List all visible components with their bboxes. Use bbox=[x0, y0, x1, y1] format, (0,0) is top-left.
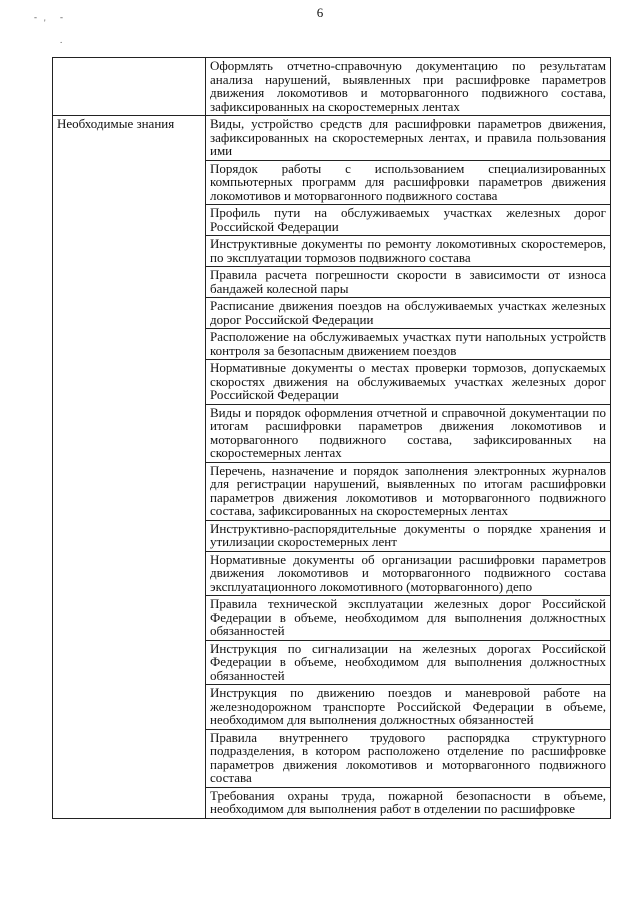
knowledge-cell: Инструкция по сигнализации на железных дорогах Российской Федерации в объеме, необходимом для выполнения должностных обязанностей bbox=[206, 640, 611, 685]
knowledge-cell: Нормативные документы о местах проверки тормозов, допускаемых скоростях движения на обслуживаемых участках железных дорог Российской Федерации bbox=[206, 360, 611, 405]
knowledge-cell: Инструктивные документы по ремонту локомотивных скоростемеров, по эксплуатации тормозов подвижного состава bbox=[206, 236, 611, 267]
knowledge-cell: Инструктивно-распорядительные документы о порядке хранения и утилизации скоростемерных лент bbox=[206, 520, 611, 551]
table-row bbox=[53, 116, 611, 161]
knowledge-cell: Виды, устройство средств для расшифровки параметров движения, зафиксированных на скоростемерных лентах, и правила пользования ими bbox=[206, 116, 611, 161]
knowledge-cell: Расположение на обслуживаемых участках пути напольных устройств контроля за безопасным движением поездов bbox=[206, 329, 611, 360]
knowledge-cell: Правила внутреннего трудового распорядка структурного подразделения, в котором расположено отделение по расшифровке параметров движения локомотивов и моторвагонного подвижного состава bbox=[206, 729, 611, 787]
knowledge-cell: Инструкция по движению поездов и маневровой работе на железнодорожном транспорте Российской Федерации в объеме, необходимом для выполнения должностных обязанностей bbox=[206, 685, 611, 730]
knowledge-cell: Профиль пути на обслуживаемых участках железных дорог Российской Федерации bbox=[206, 205, 611, 236]
requirements-table bbox=[52, 57, 611, 819]
knowledge-cell: Перечень, назначение и порядок заполнения электронных журналов для регистрации нарушений, выявленных по итогам расшифровки параметров движения локомотивов и моторвагонного подвижного состава, зафиксированных на скоростемерных лентах bbox=[206, 462, 611, 520]
empty-label-cell bbox=[53, 58, 206, 116]
scan-speck: . bbox=[60, 35, 63, 45]
table-body bbox=[53, 58, 611, 819]
knowledge-cell: Расписание движения поездов на обслуживаемых участках железных дорог Российской Федерации bbox=[206, 298, 611, 329]
knowledge-cell: Правила технической эксплуатации железных дорог Российской Федерации в объеме, необходимом для выполнения должностных обязанностей bbox=[206, 596, 611, 641]
table-row bbox=[53, 58, 611, 116]
knowledge-cell: Требования охраны труда, пожарной безопасности в объеме, необходимом для выполнения работ в отделении по расшифровке bbox=[206, 787, 611, 818]
knowledge-cell: Виды и порядок оформления отчетной и справочной документации по итогам расшифровки параметров движения локомотивов и моторвагонного подвижного состава, зафиксированных на скоростемерных лентах bbox=[206, 404, 611, 462]
page-number: 6 bbox=[316, 5, 324, 20]
skill-cell: Оформлять отчетно-справочную документацию по результатам анализа нарушений, выявленных при расшифровке параметров движения локомотивов и моторвагонного подвижного состава, зафиксированных на скоростемерных лентах bbox=[206, 58, 611, 116]
knowledge-cell: Нормативные документы об организации расшифровки параметров движения локомотивов и моторвагонного подвижного состава эксплуатационного локомотивного (моторвагонного) депо bbox=[206, 551, 611, 596]
knowledge-cell: Порядок работы с использованием специализированных компьютерных программ для расшифровки параметров движения локомотивов и моторвагонного подвижного состава bbox=[206, 160, 611, 205]
knowledge-cell: Правила расчета погрешности скорости в зависимости от износа бандажей колесной пары bbox=[206, 267, 611, 298]
section-label-cell: Необходимые знания bbox=[53, 116, 206, 819]
scan-speck: - bbox=[34, 12, 37, 22]
scan-speck: ' bbox=[44, 18, 46, 28]
scan-speck: - bbox=[60, 12, 63, 22]
